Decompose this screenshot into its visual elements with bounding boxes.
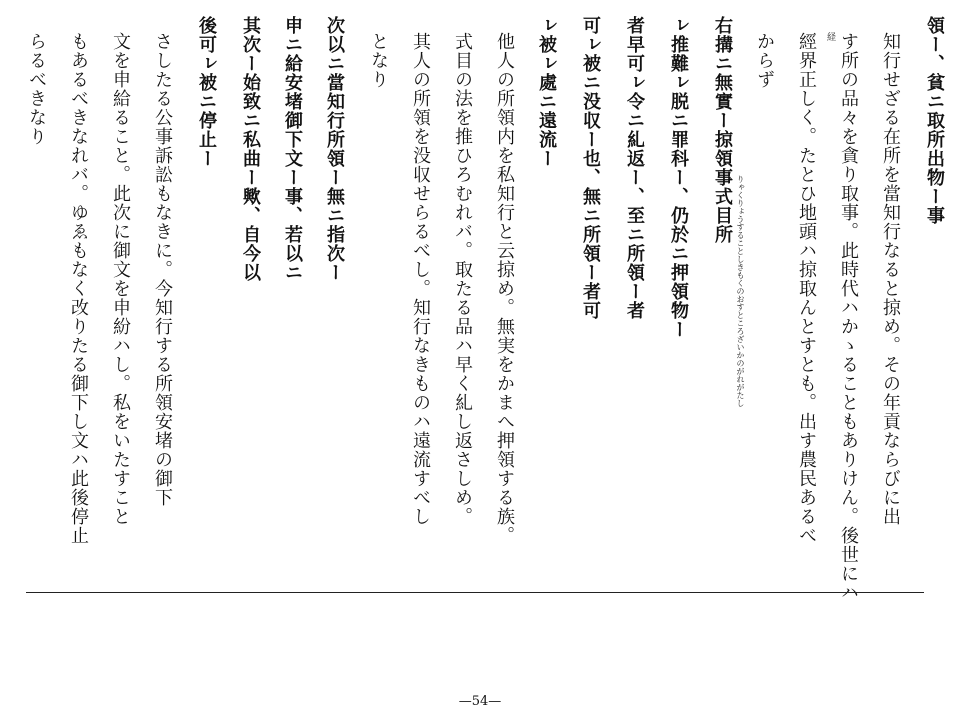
ruby-gloss: りゃくりょうすることしきもくのおすところざいかのがれがたし [736, 175, 745, 407]
header-line-4: 者早可ㇾ令ニ糺返ー、至ニ所領ー者 [624, 16, 645, 320]
header-line-9: 其次ー始致ニ私曲ー歟、自今以 [240, 16, 261, 282]
header-line-2: 右搆ニ無實ー掠領事式目所 [712, 16, 733, 244]
body-line-12: らるべきなり [26, 32, 47, 146]
header-line-6: ㇾ被ㇾ處ニ遠流ー [536, 16, 557, 168]
header-line-5: 可ㇾ被ニ没収ー也、無ニ所領ー者可 [580, 16, 601, 320]
body-line-8: となり [368, 32, 389, 89]
body-line-11: もあるべきなれバ。ゆゑもなく改りたる御下し文ハ此後停止 [68, 32, 89, 545]
header-line-8: 申ニ給安堵御下文ー事、若以ニ [282, 16, 303, 282]
body-line-5: 他人の所領内を私知行と云掠め。無実をかまへ押領する族。 [494, 32, 515, 545]
body-line-10: 文を申給ること。此次に御文を申紛ハし。私をいたすこと [110, 32, 131, 526]
page-divider [26, 592, 924, 593]
body-line-1: 知行せざる在所を當知行なると掠め。その年貢ならびに出 [880, 32, 901, 526]
header-line-7: 次以ニ當知行所領ー無ニ指次ー [324, 16, 345, 282]
page-number: —54— [458, 694, 502, 709]
header-line-1: 領ー、貧ニ取所出物ー事 [924, 16, 945, 225]
margin-note: 経 [825, 32, 835, 41]
body-line-3: 經界正しく。たとひ地頭ハ掠取んとすとも。出す農民あるべ [796, 32, 817, 545]
body-line-2: す所の品々を貪り取事。此時代ハかゝることもありけん。後世にハ [838, 32, 859, 602]
body-line-4: からず [754, 32, 775, 89]
body-line-6: 式目の法を推ひろむれバ。取たる品ハ早く糺し返さしめ。 [452, 32, 473, 526]
header-line-3: ㇾ推難ㇾ脱ニ罪科ー、仍於ニ押領物ー [668, 16, 689, 339]
body-line-9: さしたる公事訴訟もなきに。今知行する所領安堵の御下 [152, 32, 173, 507]
header-line-10: 後可ㇾ被ニ停止ー [196, 16, 217, 168]
body-line-7: 其人の所領を没収せらるべし。知行なきものハ遠流すべし [410, 32, 431, 526]
